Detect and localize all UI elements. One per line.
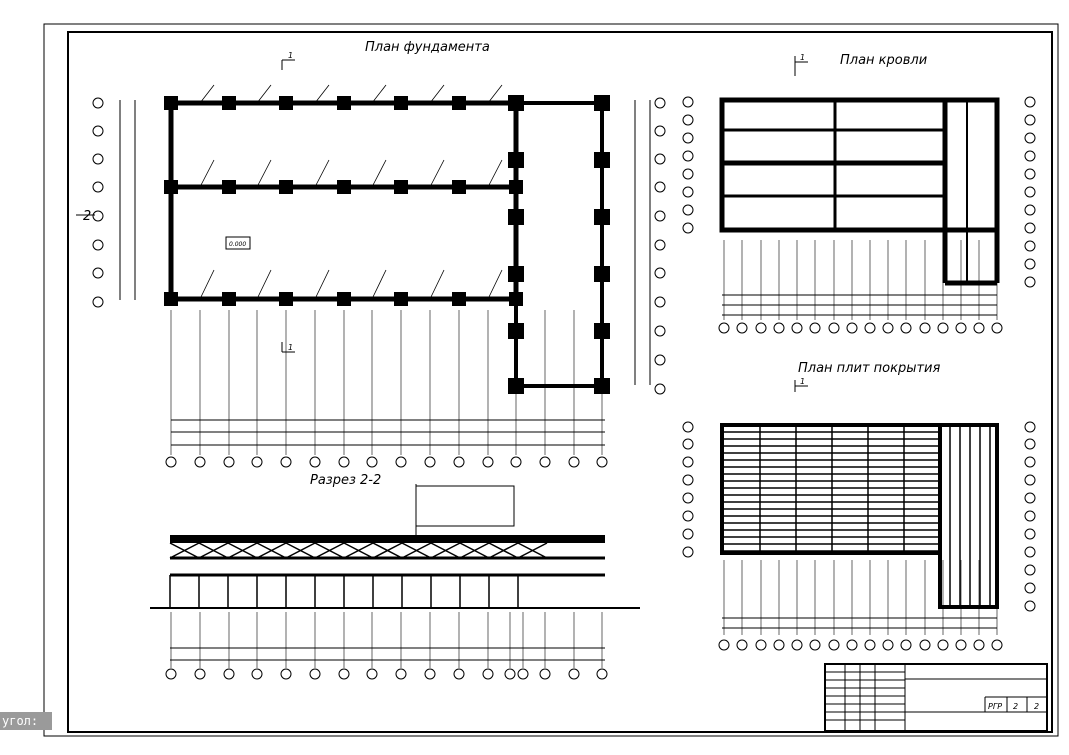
foundation-axes — [93, 98, 665, 467]
section-mark-2: 2 — [83, 209, 92, 224]
slab-section-mark: 1 — [800, 377, 806, 386]
section-title: Разрез 2-2 — [310, 473, 382, 488]
title-block-sheets: 2 — [1034, 702, 1040, 711]
slab-plan — [683, 361, 1035, 650]
roof-plan — [683, 53, 1035, 333]
title-block — [825, 664, 1047, 731]
title-block-sheet: 2 — [1013, 702, 1019, 711]
command-line-prompt[interactable]: угол: — [0, 712, 52, 730]
inner-frame — [68, 32, 1052, 732]
title-block-code: РГР — [988, 702, 1003, 711]
elevation-label: 0.000 — [229, 241, 247, 248]
section-mark-1-bottom: 1 — [288, 343, 294, 352]
section-mark-1-top: 1 — [288, 51, 294, 60]
roof-plan-title: План кровли — [840, 53, 928, 68]
section-2-2 — [150, 473, 640, 679]
foundation-plan — [76, 40, 665, 467]
roof-section-mark: 1 — [800, 53, 806, 62]
foundation-plan-title: План фундамента — [365, 40, 490, 55]
slab-plan-title: План плит покрытия — [798, 361, 941, 376]
